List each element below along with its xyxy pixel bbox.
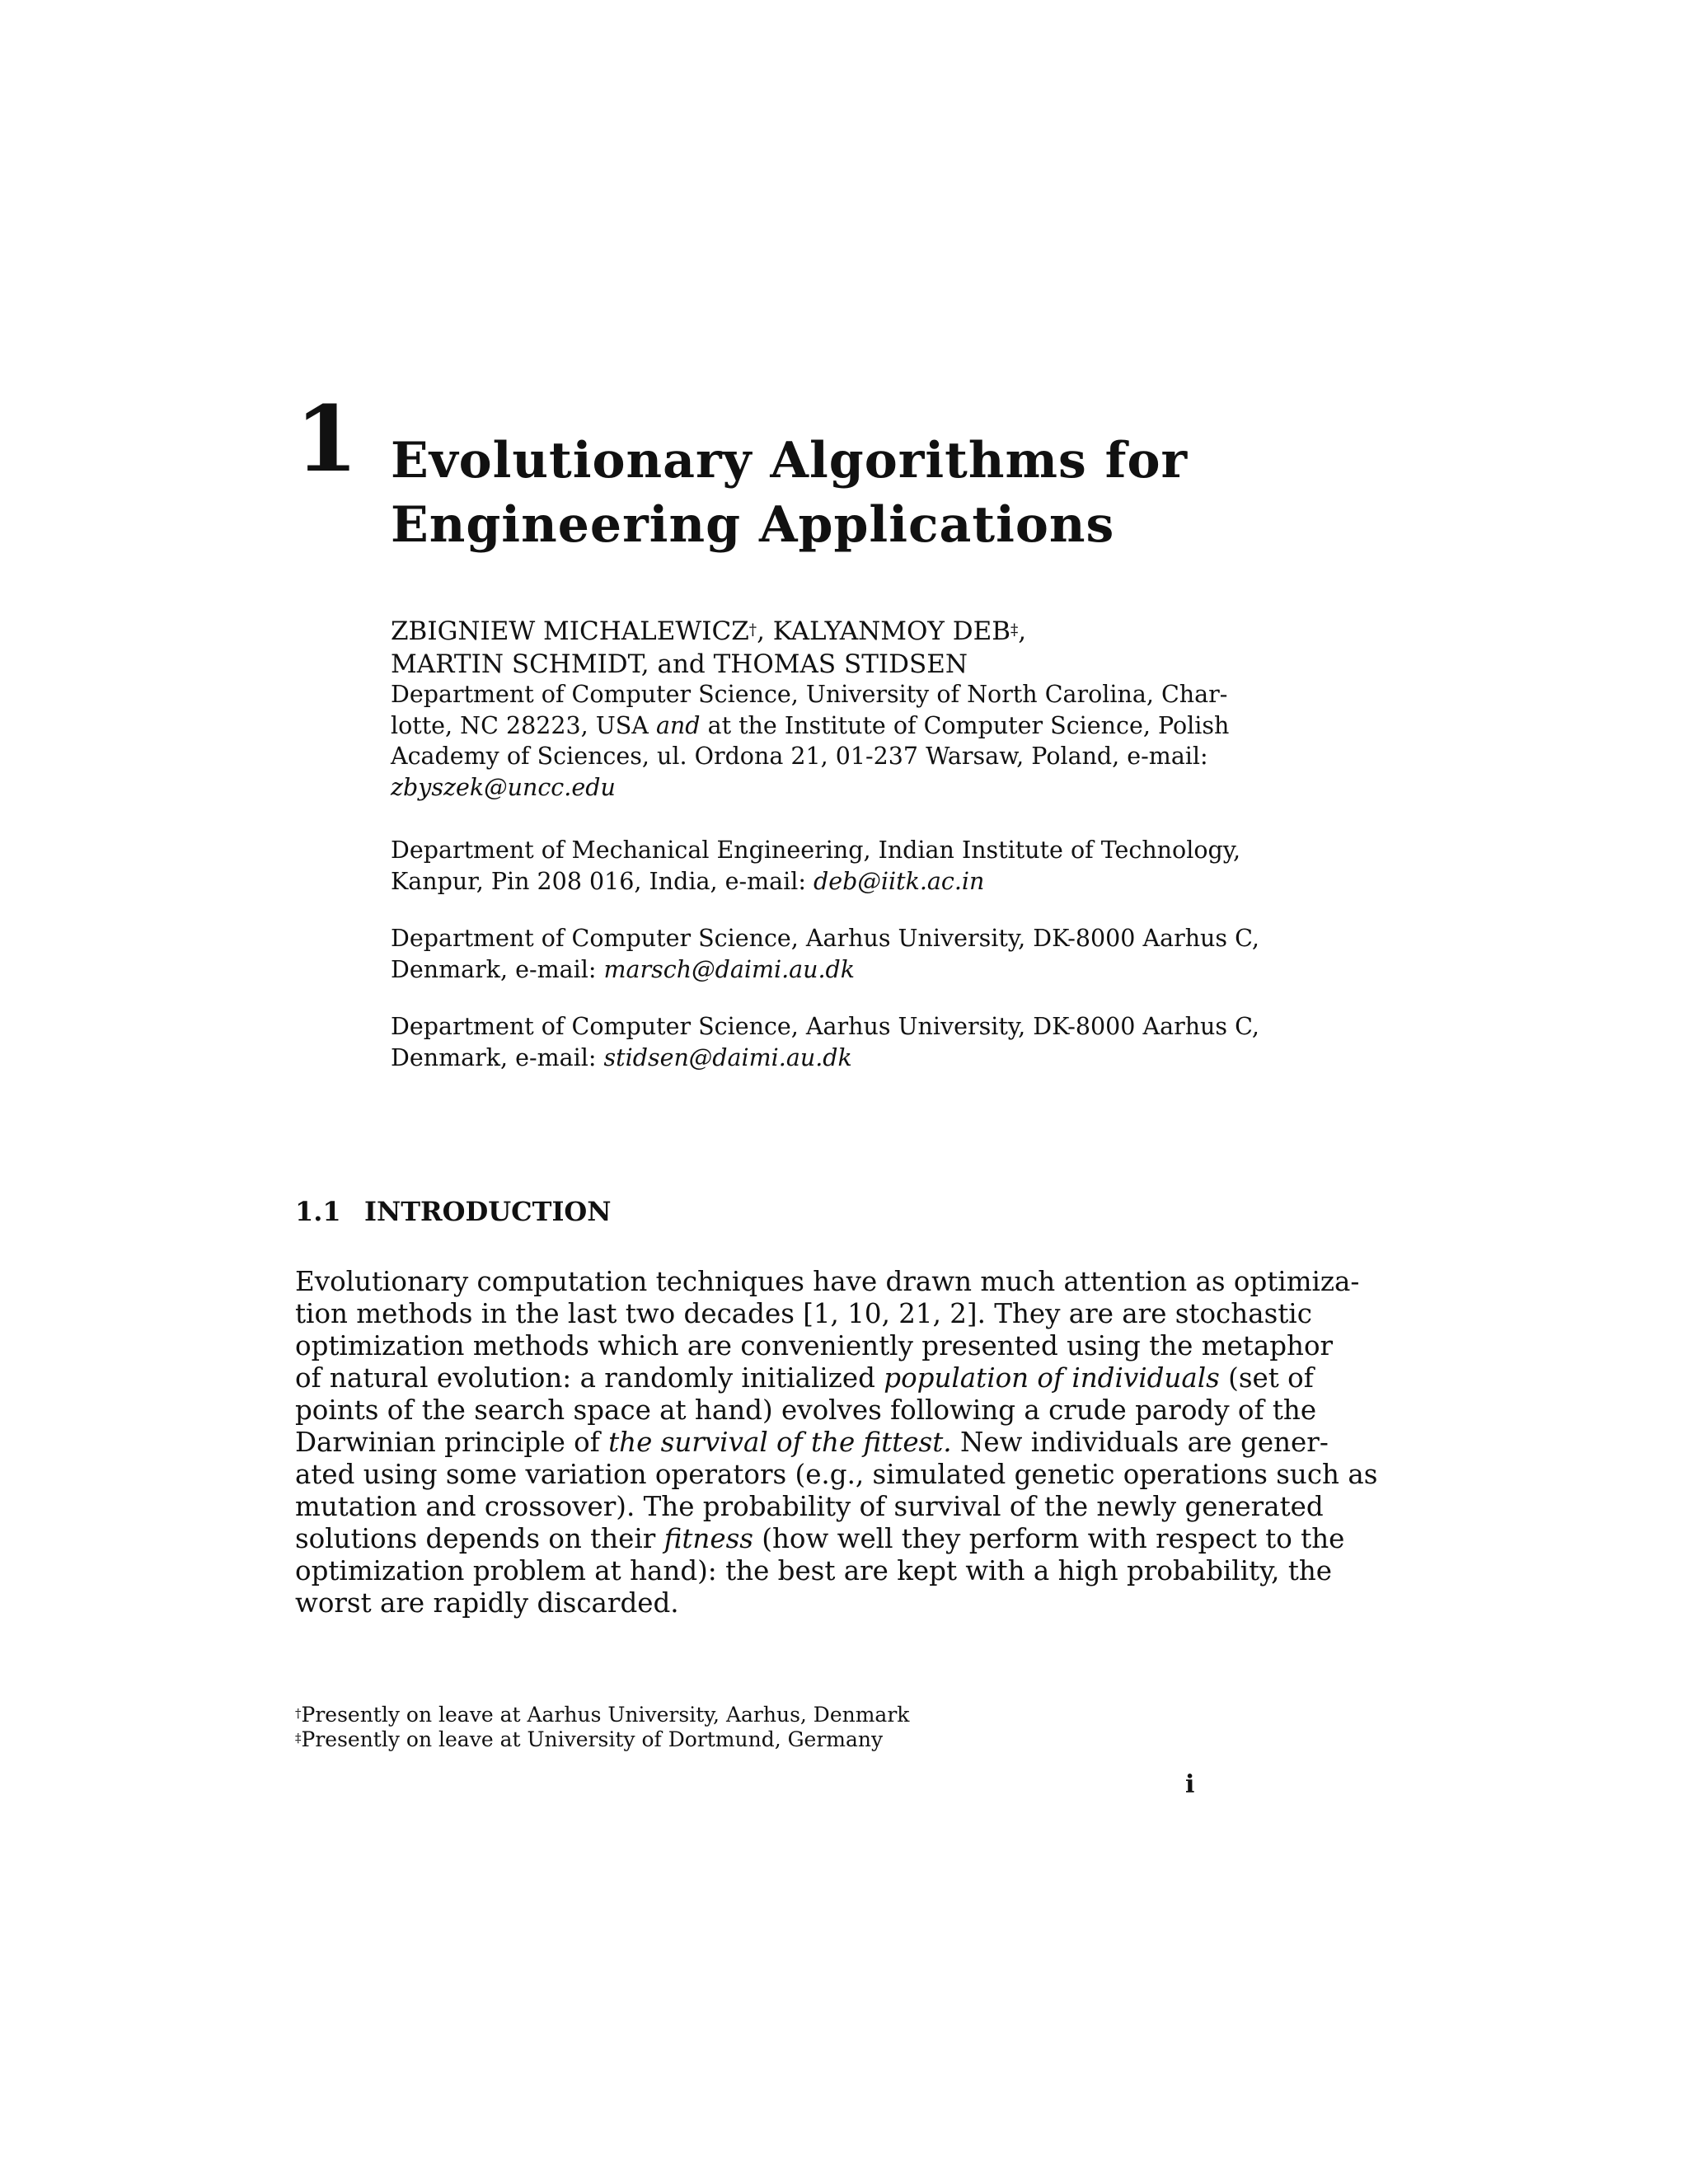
affiliation-1-line-3: Academy of Sciences, ul. Ordona 21, 01-237 Warsaw, Poland, e-mail: [391, 743, 1208, 770]
affiliation-3-line-2-text: Denmark, e-mail: [391, 955, 597, 983]
footnote-1 [295, 1703, 1202, 1727]
intro-line-8: mutation and crossover). The probability of survival of the newly generated [295, 1491, 1324, 1522]
affiliation-3-line-2 [391, 954, 1203, 986]
affiliation-1-line-2-a: lotte, NC 28223, USA [391, 711, 649, 739]
footnote-2 [295, 1727, 1202, 1752]
affiliation-4-line-2 [391, 1043, 1203, 1074]
affiliation-1-email-line [391, 772, 1203, 804]
author-line-1 [391, 615, 1215, 648]
emphasis-fitness: fitness [663, 1523, 753, 1554]
email-link-stidsen[interactable]: stidsen@daimi.au.dk [603, 1043, 852, 1071]
email-link-deb[interactable]: deb@iitk.ac.in [814, 867, 985, 895]
author-list [391, 615, 1215, 681]
intro-line-4-a: of natural evolution: a randomly initialized [295, 1362, 875, 1394]
footnote-2-text: Presently on leave at University of Dortmund, Germany [301, 1727, 884, 1751]
section-title: INTRODUCTION [364, 1196, 612, 1227]
email-link-marsch[interactable]: marsch@daimi.au.dk [603, 955, 856, 983]
section-number: 1.1 [295, 1196, 341, 1227]
section-heading [295, 1195, 612, 1228]
page-number: i [1185, 1770, 1195, 1799]
affiliation-3 [391, 923, 1259, 985]
affiliation-2-line-1: Department of Mechanical Engineering, Indian Institute of Technology, [391, 837, 1241, 864]
affiliation-1 [391, 679, 1230, 803]
affiliation-2-line-2 [391, 866, 1203, 898]
affiliation-4-line-2-text: Denmark, e-mail: [391, 1043, 597, 1071]
affiliation-3-line-1: Department of Computer Science, Aarhus University, DK-8000 Aarhus C, [391, 925, 1259, 952]
affiliation-1-line-2-b: at the Institute of Computer Science, Polish [707, 711, 1230, 739]
affiliation-1-and: and [655, 711, 701, 739]
author-michalewicz: ZBIGNIEW MICHALEWICZ [391, 616, 749, 646]
intro-paragraph [295, 1266, 1378, 1619]
footnote-1-text: Presently on leave at Aarhus University, Aarhus, Denmark [301, 1703, 910, 1727]
affiliation-4 [391, 1011, 1259, 1073]
affiliation-4-line-1: Department of Computer Science, Aarhus University, DK-8000 Aarhus C, [391, 1013, 1259, 1040]
chapter-title-line-1: Evolutionary Algorithms for [391, 432, 1189, 490]
intro-line-3: optimization methods which are conveniently presented using the metaphor [295, 1330, 1334, 1361]
intro-line-6 [295, 1427, 1329, 1459]
author-separator: , [1018, 616, 1027, 646]
intro-line-4-b: (set of [1228, 1362, 1314, 1394]
author-line-2: MARTIN SCHMIDT, and THOMAS STIDSEN [391, 649, 968, 679]
affiliation-2-line-2-text: Kanpur, Pin 208 016, India, e-mail: [391, 867, 806, 895]
intro-line-9-b: (how well they perform with respect to the [762, 1523, 1345, 1554]
intro-line-11: worst are rapidly discarded. [295, 1587, 679, 1619]
intro-line-9-a: solutions depends on their [295, 1523, 656, 1554]
affiliation-2 [391, 835, 1241, 897]
double-dagger-mark: ‡ [1010, 621, 1019, 639]
footnote-1-mark: † [295, 1705, 302, 1721]
emphasis-survival: the survival of the fittest. [608, 1427, 952, 1458]
affiliation-1-line-2 [391, 710, 1230, 742]
intro-line-6-a: Darwinian principle of [295, 1427, 600, 1458]
intro-line-7: ated using some variation operators (e.g., simulated genetic operations such as [295, 1459, 1378, 1490]
intro-line-5: points of the search space at hand) evolves following a crude parody of the [295, 1394, 1317, 1426]
emphasis-population: population of individuals [884, 1362, 1220, 1394]
intro-line-6-b: New individuals are gener- [959, 1427, 1329, 1458]
intro-line-9 [295, 1523, 1345, 1555]
author-deb: , KALYANMOY DEB [757, 616, 1010, 646]
footnote-2-mark: ‡ [295, 1730, 302, 1746]
dagger-mark: † [748, 621, 757, 639]
affiliation-1-line-1: Department of Computer Science, University of North Carolina, Char- [391, 681, 1228, 708]
footnotes [295, 1703, 1202, 1752]
intro-line-4 [295, 1362, 1314, 1394]
chapter-title [391, 429, 1297, 557]
intro-line-1: Evolutionary computation techniques have drawn much attention as optimiza- [295, 1266, 1360, 1297]
chapter-title-line-2: Engineering Applications [391, 496, 1115, 554]
intro-line-10: optimization problem at hand): the best are kept with a high probability, the [295, 1555, 1333, 1586]
email-link-zbyszek[interactable]: zbyszek@uncc.edu [391, 773, 616, 801]
intro-line-2: tion methods in the last two decades [1, 10, 21, 2]. They are are stochastic [295, 1298, 1312, 1329]
chapter-number: 1 [295, 386, 359, 492]
